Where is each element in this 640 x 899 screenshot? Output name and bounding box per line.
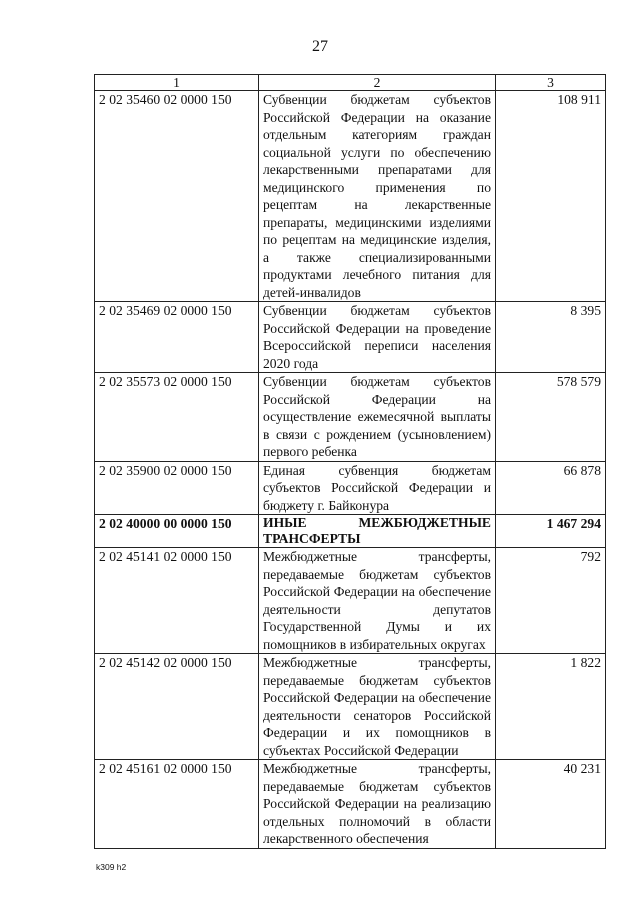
row-amount: 40 231 [496, 760, 606, 849]
table-header-row [95, 75, 606, 91]
row-amount: 8 395 [496, 302, 606, 373]
row-amount: 1 822 [496, 654, 606, 760]
budget-table [94, 74, 606, 849]
page-number: 27 [312, 38, 328, 55]
row-amount: 792 [496, 548, 606, 654]
column-header-amount: 3 [496, 75, 606, 91]
row-amount: 578 579 [496, 373, 606, 462]
row-code: 2 02 35460 02 0000 150 [95, 91, 259, 302]
row-code: 2 02 45142 02 0000 150 [95, 654, 259, 760]
row-name: Субвенции бюджетам субъектов Российской Федерации на проведение Всероссийской переписи населения 2020 года [259, 302, 496, 373]
row-amount: 66 878 [496, 461, 606, 515]
table-row [95, 91, 606, 302]
row-amount: 1 467 294 [496, 515, 606, 548]
row-name: Единая субвенция бюджетам субъектов Российской Федерации и бюджету г. Байконура [259, 461, 496, 515]
row-name: Межбюджетные трансферты, передаваемые бюджетам субъектов Российской Федерации на обеспечение деятельности сенаторов Российской Федерации и их помощников в субъектах Российской Федерации [259, 654, 496, 760]
row-code: 2 02 35469 02 0000 150 [95, 302, 259, 373]
table-row [95, 548, 606, 654]
table-row [95, 302, 606, 373]
table-row [95, 760, 606, 849]
row-amount: 108 911 [496, 91, 606, 302]
row-code: 2 02 45161 02 0000 150 [95, 760, 259, 849]
table-row [95, 515, 606, 548]
column-header-code: 1 [95, 75, 259, 91]
row-name: Межбюджетные трансферты, передаваемые бюджетам субъектов Российской Федерации на обеспечение деятельности депутатов Государственной Думы и их помощников в избирательных округах [259, 548, 496, 654]
row-name: ИНЫЕ МЕЖБЮДЖЕТНЫЕ ТРАНСФЕРТЫ [259, 515, 496, 548]
table-row [95, 654, 606, 760]
row-code: 2 02 40000 00 0000 150 [95, 515, 259, 548]
row-code: 2 02 35573 02 0000 150 [95, 373, 259, 462]
table-row [95, 461, 606, 515]
table-body [95, 91, 606, 849]
row-code: 2 02 35900 02 0000 150 [95, 461, 259, 515]
row-name: Межбюджетные трансферты, передаваемые бюджетам субъектов Российской Федерации на реализацию отдельных полномочий в области лекарственного обеспечения [259, 760, 496, 849]
row-name: Субвенции бюджетам субъектов Российской Федерации на осуществление ежемесячной выплаты в связи с рождением (усыновлением) первого ребенка [259, 373, 496, 462]
column-header-name: 2 [259, 75, 496, 91]
footer-code: k309 h2 [96, 862, 127, 872]
row-name: Субвенции бюджетам субъектов Российской Федерации на оказание отдельным категориям граждан социальной услуги по обеспечению лекарственными препаратами для медицинского применения по рецептам на лекарственные препараты, медицинскими изделиями по рецептам на медицинские изделия, а также специализированными продуктами лечебного питания для детей-инвалидов [259, 91, 496, 302]
row-code: 2 02 45141 02 0000 150 [95, 548, 259, 654]
table-row [95, 373, 606, 462]
